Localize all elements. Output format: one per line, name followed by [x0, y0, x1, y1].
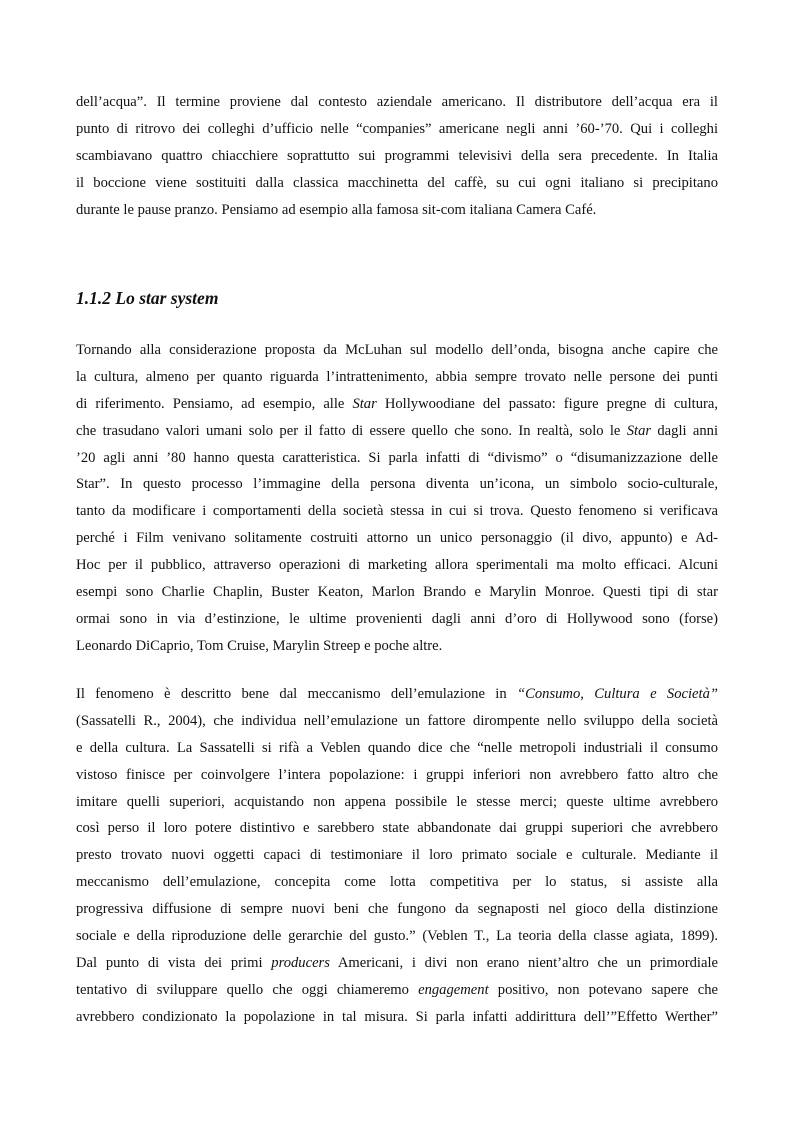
- text-run: Dal punto di vista dei primi: [76, 954, 272, 971]
- text-line: progressiva diffusione di sempre nuovi beni che fungono da segnaposti nel gioco della distinzione: [76, 901, 718, 918]
- text-line: punto di ritrovo dei colleghi d’ufficio nelle “companies” americane negli anni ’60-’70. Qui i colleghi: [76, 120, 718, 137]
- text-run: Americani, i divi non erano nient’altro che un primordiale: [329, 954, 718, 971]
- text-line: Star”. In questo processo l’immagine della persona diventa un’icona, un simbolo socio-culturale,: [76, 476, 718, 493]
- text-line: Leonardo DiCaprio, Tom Cruise, Marylin Streep e poche altre.: [76, 637, 443, 654]
- text-line: meccanismo dell’emulazione, concepita come lotta competitiva per lo status, si assiste alla: [76, 874, 718, 891]
- text-run: positivo, non potevano sapere che: [488, 981, 718, 998]
- text-line: scambiavano quattro chiacchiere soprattutto sui programmi televisivi della sera precedente. In Italia: [76, 147, 718, 164]
- italic-term: Star: [626, 422, 652, 439]
- text-line: presto trovato nuovi oggetti capaci di testimoniare il loro primato sociale e culturale. Mediante il: [76, 847, 718, 864]
- italic-term: engagement: [418, 981, 489, 998]
- text-line: imitare quelli superiori, acquistando non appena possibile le stesse merci; queste ultime avrebbero: [76, 793, 718, 810]
- text-line: dell’acqua”. Il termine proviene dal contesto aziendale americano. Il distributore dell’acqua era il: [76, 94, 718, 110]
- text-run: tentativo di sviluppare quello che oggi chiameremo: [76, 981, 419, 998]
- text-line: Hoc per il pubblico, attraverso operazioni di marketing allora sperimentali ma molto efficaci. Alcuni: [76, 557, 718, 574]
- text-line: [76, 977, 718, 1004]
- text-line: Tornando alla considerazione proposta da McLuhan sul modello dell’onda, bisogna anche capire che: [76, 342, 718, 358]
- text-line: e della cultura. La Sassatelli si rifà a Veblen quando dice che “nelle metropoli industriali il consumo: [76, 739, 718, 756]
- text-line: (Sassatelli R., 2004), che individua nell’emulazione un fattore dirompente nello sviluppo della società: [76, 712, 718, 729]
- text-line: [76, 391, 718, 418]
- text-line: il boccione viene sostituiti dalla classica macchinetta del caffè, su cui ogni italiano si precipitano: [76, 174, 718, 191]
- text-line: esempi sono Charlie Chaplin, Buster Keaton, Marlon Brando e Marylin Monroe. Questi tipi di star: [76, 584, 718, 601]
- book-title: “Consumo, Cultura e Società”: [517, 686, 718, 702]
- text-line: sociale e della riproduzione delle gerarchie del gusto.” (Veblen T., La teoria della classe agiata, 1899).: [76, 928, 718, 945]
- text-line: perché i Film venivano solitamente costruiti attorno un unico personaggio (il divo, appunto) e Ad-: [76, 530, 718, 547]
- text-line: ormai sono in via d’estinzione, le ultime provenienti dagli anni d’oro di Hollywood sono (forse): [76, 610, 718, 627]
- italic-term: Star: [352, 395, 377, 412]
- text-run: dagli anni: [651, 422, 719, 439]
- paragraph-emulation: [76, 681, 718, 1031]
- text-line: così perso il loro potere distintivo e sarebbero state abbandonate dai gruppi superiori che avrebbero: [76, 820, 718, 837]
- text-run: Il fenomeno è descritto bene dal meccanismo dell’emulazione in: [76, 686, 518, 702]
- text-line: [76, 681, 718, 708]
- text-line: [76, 950, 718, 977]
- text-line: durante le pause pranzo. Pensiamo ad esempio alla famosa sit-com italiana Camera Café.: [76, 201, 597, 218]
- italic-term: producers: [271, 954, 330, 971]
- text-run: Hollywoodiane del passato: figure pregne di cultura,: [376, 395, 718, 412]
- text-line: avrebbero condizionato la popolazione in tal misura. Si parla infatti addirittura dell’”Effetto Werther”: [76, 1008, 718, 1025]
- text-line: tanto da modificare i comportamenti della società stessa in cui si trova. Questo fenomeno si verificava: [76, 503, 718, 520]
- text-line: vistoso finisce per coinvolgere l’intera popolazione: i gruppi inferiori non avrebbero fatto altro che: [76, 766, 718, 783]
- text-line: ’20 agli anni ’80 hanno questa caratteristica. Si parla infatti di “divismo” o “disumanizzazione delle: [76, 449, 718, 466]
- text-run: che trasudano valori umani solo per il fatto di essere quello che sono. In realtà, solo le: [76, 422, 627, 439]
- intro-paragraph: [76, 89, 718, 223]
- text-line: [76, 418, 718, 445]
- text-run: di riferimento. Pensiamo, ad esempio, alle: [76, 395, 353, 412]
- paragraph-star-system: [76, 337, 718, 660]
- text-line: la cultura, almeno per quanto riguarda l’intrattenimento, abbia sempre trovato nelle persone dei punti: [76, 368, 718, 385]
- section-heading: 1.1.2 Lo star system: [76, 288, 219, 308]
